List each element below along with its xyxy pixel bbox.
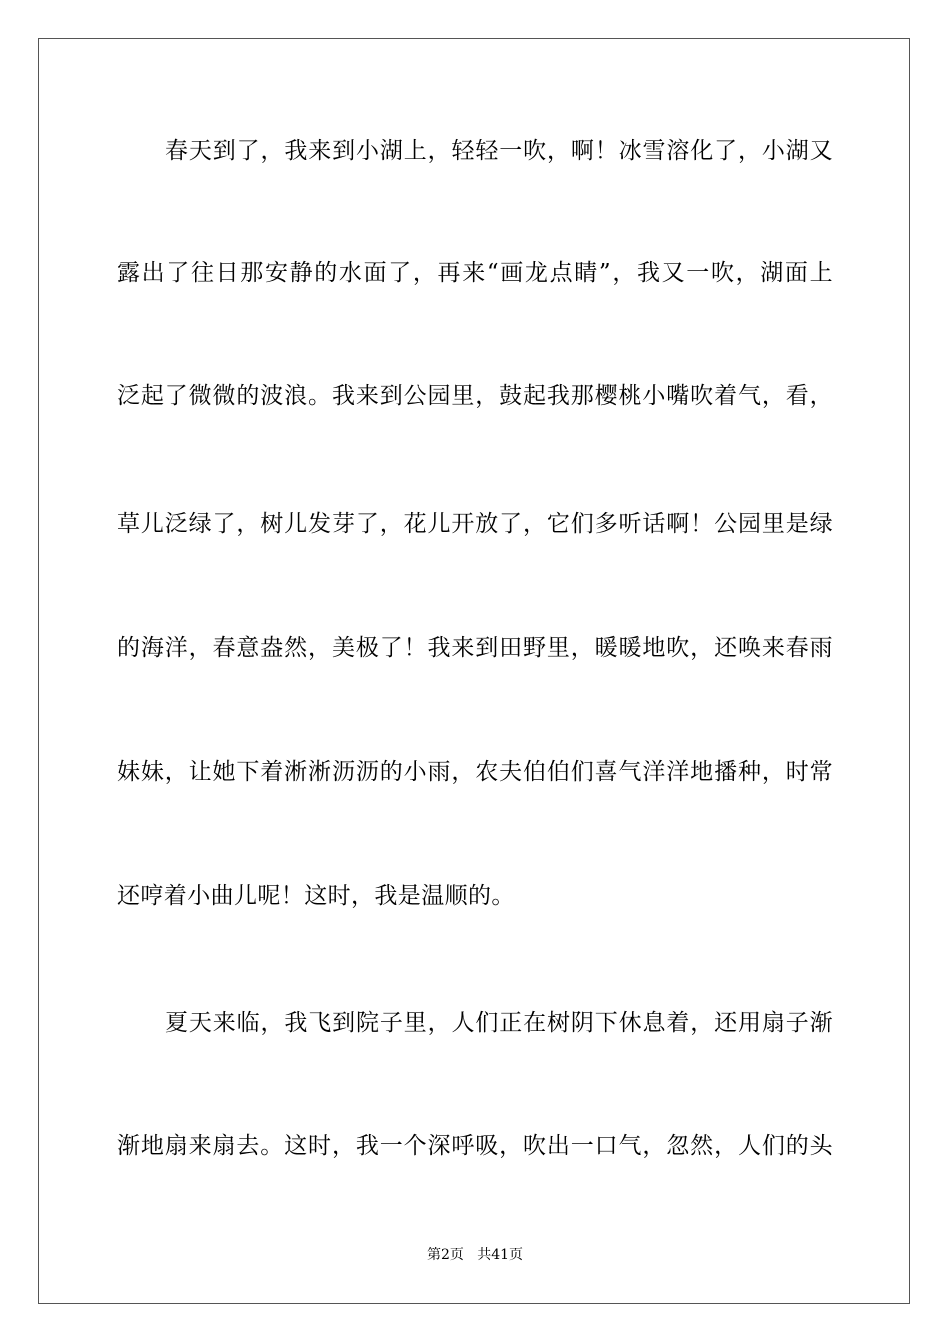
page-border [38,38,910,1304]
paragraph-line: 夏天来临，我飞到院子里，人们正在树阴下休息着，还用扇子渐 [165,1010,833,1036]
paragraph-line: 露出了往日那安静的水面了，再来“画龙点睛”，我又一吹，湖面上 [117,260,833,286]
paragraph-line: 泛起了微微的波浪。我来到公园里，鼓起我那樱桃小嘴吹着气，看， [117,383,833,409]
paragraph-line: 的海洋，春意盎然，美极了！我来到田野里，暖暖地吹，还唤来春雨 [117,635,833,661]
paragraph-line: 还哼着小曲儿呢！这时，我是温顺的。 [117,883,515,909]
paragraph-line: 妹妹，让她下着淅淅沥沥的小雨，农夫伯伯们喜气洋洋地播种，时常 [117,759,833,785]
paragraph-line: 草儿泛绿了，树儿发芽了，花儿开放了，它们多听话啊！公园里是绿 [117,511,833,537]
page-number-footer: 第2页 共41页 [426,1247,524,1263]
paragraph-line: 渐地扇来扇去。这时，我一个深呼吸，吹出一口气，忽然，人们的头 [117,1133,833,1159]
paragraph-line: 春天到了，我来到小湖上，轻轻一吹，啊！冰雪溶化了，小湖又 [165,138,833,164]
